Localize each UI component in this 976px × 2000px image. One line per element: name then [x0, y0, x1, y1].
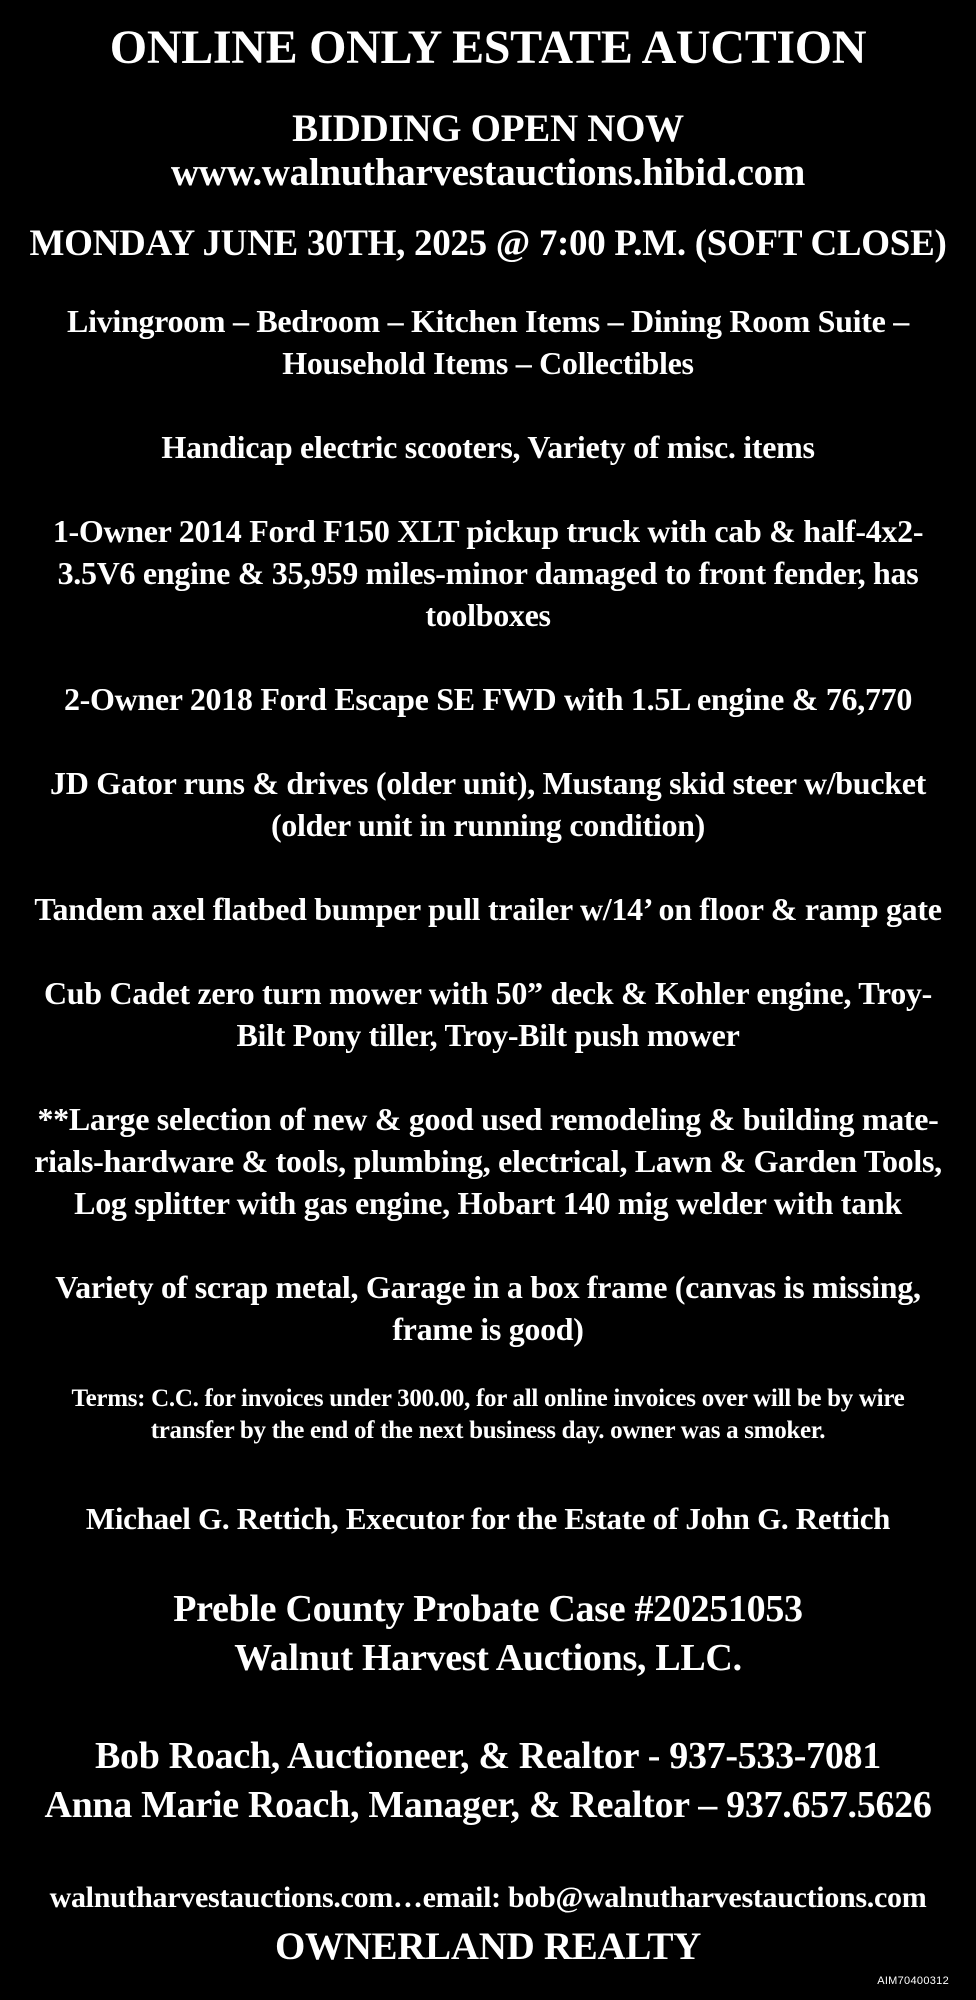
- item-household-line2: Household Items – Collectibles: [282, 345, 694, 381]
- company-name: Walnut Harvest Auctions, LLC.: [234, 1637, 742, 1679]
- ad-code: AIM70400312: [877, 1975, 949, 1987]
- item-trailer: Tandem axel flatbed bumper pull trailer w/14’ on floor & ramp gate: [34, 891, 942, 927]
- ad-title: ONLINE ONLY ESTATE AUCTION: [109, 21, 867, 74]
- auctioneer-contact: Bob Roach, Auctioneer, & Realtor - 937-533-7081: [95, 1735, 881, 1777]
- item-scrap-line1: Variety of scrap metal, Garage in a box frame (canvas is missing,: [55, 1269, 921, 1305]
- item-f150-line3: toolboxes: [425, 597, 551, 633]
- item-materials-line1: **Large selection of new & good used remodeling & building mate-: [37, 1101, 939, 1137]
- item-materials-line2: rials-hardware & tools, plumbing, electrical, Lawn & Garden Tools,: [34, 1143, 942, 1179]
- item-materials-line3: Log splitter with gas engine, Hobart 140 mig welder with tank: [74, 1185, 902, 1221]
- item-scrap-line2: frame is good): [392, 1311, 584, 1347]
- item-scooters: Handicap electric scooters, Variety of misc. items: [161, 429, 815, 465]
- item-f150-line2: 3.5V6 engine & 35,959 miles-minor damaged to front fender, has: [57, 555, 919, 591]
- item-f150-line1: 1-Owner 2014 Ford F150 XLT pickup truck with cab & half-4x2-: [52, 513, 924, 549]
- item-escape: 2-Owner 2018 Ford Escape SE FWD with 1.5L engine & 76,770: [63, 681, 913, 717]
- auction-date: MONDAY JUNE 30TH, 2025 @ 7:00 P.M. (SOFT CLOSE): [29, 223, 947, 264]
- website-email-contact[interactable]: walnutharvestauctions.com…email: bob@walnutharvestauctions.com: [49, 1881, 927, 1914]
- item-gator-line1: JD Gator runs & drives (older unit), Mustang skid steer w/bucket: [50, 765, 926, 801]
- bidding-open-text: BIDDING OPEN NOW: [292, 107, 684, 150]
- terms-line1: Terms: C.C. for invoices under 300.00, for all online invoices over will be by wire: [71, 1385, 905, 1412]
- executor-text: Michael G. Rettich, Executor for the Estate of John G. Rettich: [85, 1501, 891, 1536]
- probate-case: Preble County Probate Case #20251053: [173, 1588, 803, 1630]
- item-gator-line2: (older unit in running condition): [270, 807, 706, 843]
- manager-contact: Anna Marie Roach, Manager, & Realtor – 937.657.5626: [44, 1784, 932, 1826]
- item-mower-line2: Bilt Pony tiller, Troy-Bilt push mower: [236, 1017, 740, 1053]
- realty-name: OWNERLAND REALTY: [274, 1925, 702, 1968]
- website-link[interactable]: www.walnutharvestauctions.hibid.com: [170, 151, 806, 194]
- terms-line2: transfer by the end of the next business day. owner was a smoker.: [150, 1417, 826, 1444]
- item-mower-line1: Cub Cadet zero turn mower with 50” deck & Kohler engine, Troy-: [43, 975, 933, 1011]
- item-household-line1: Livingroom – Bedroom – Kitchen Items – Dining Room Suite –: [67, 303, 909, 339]
